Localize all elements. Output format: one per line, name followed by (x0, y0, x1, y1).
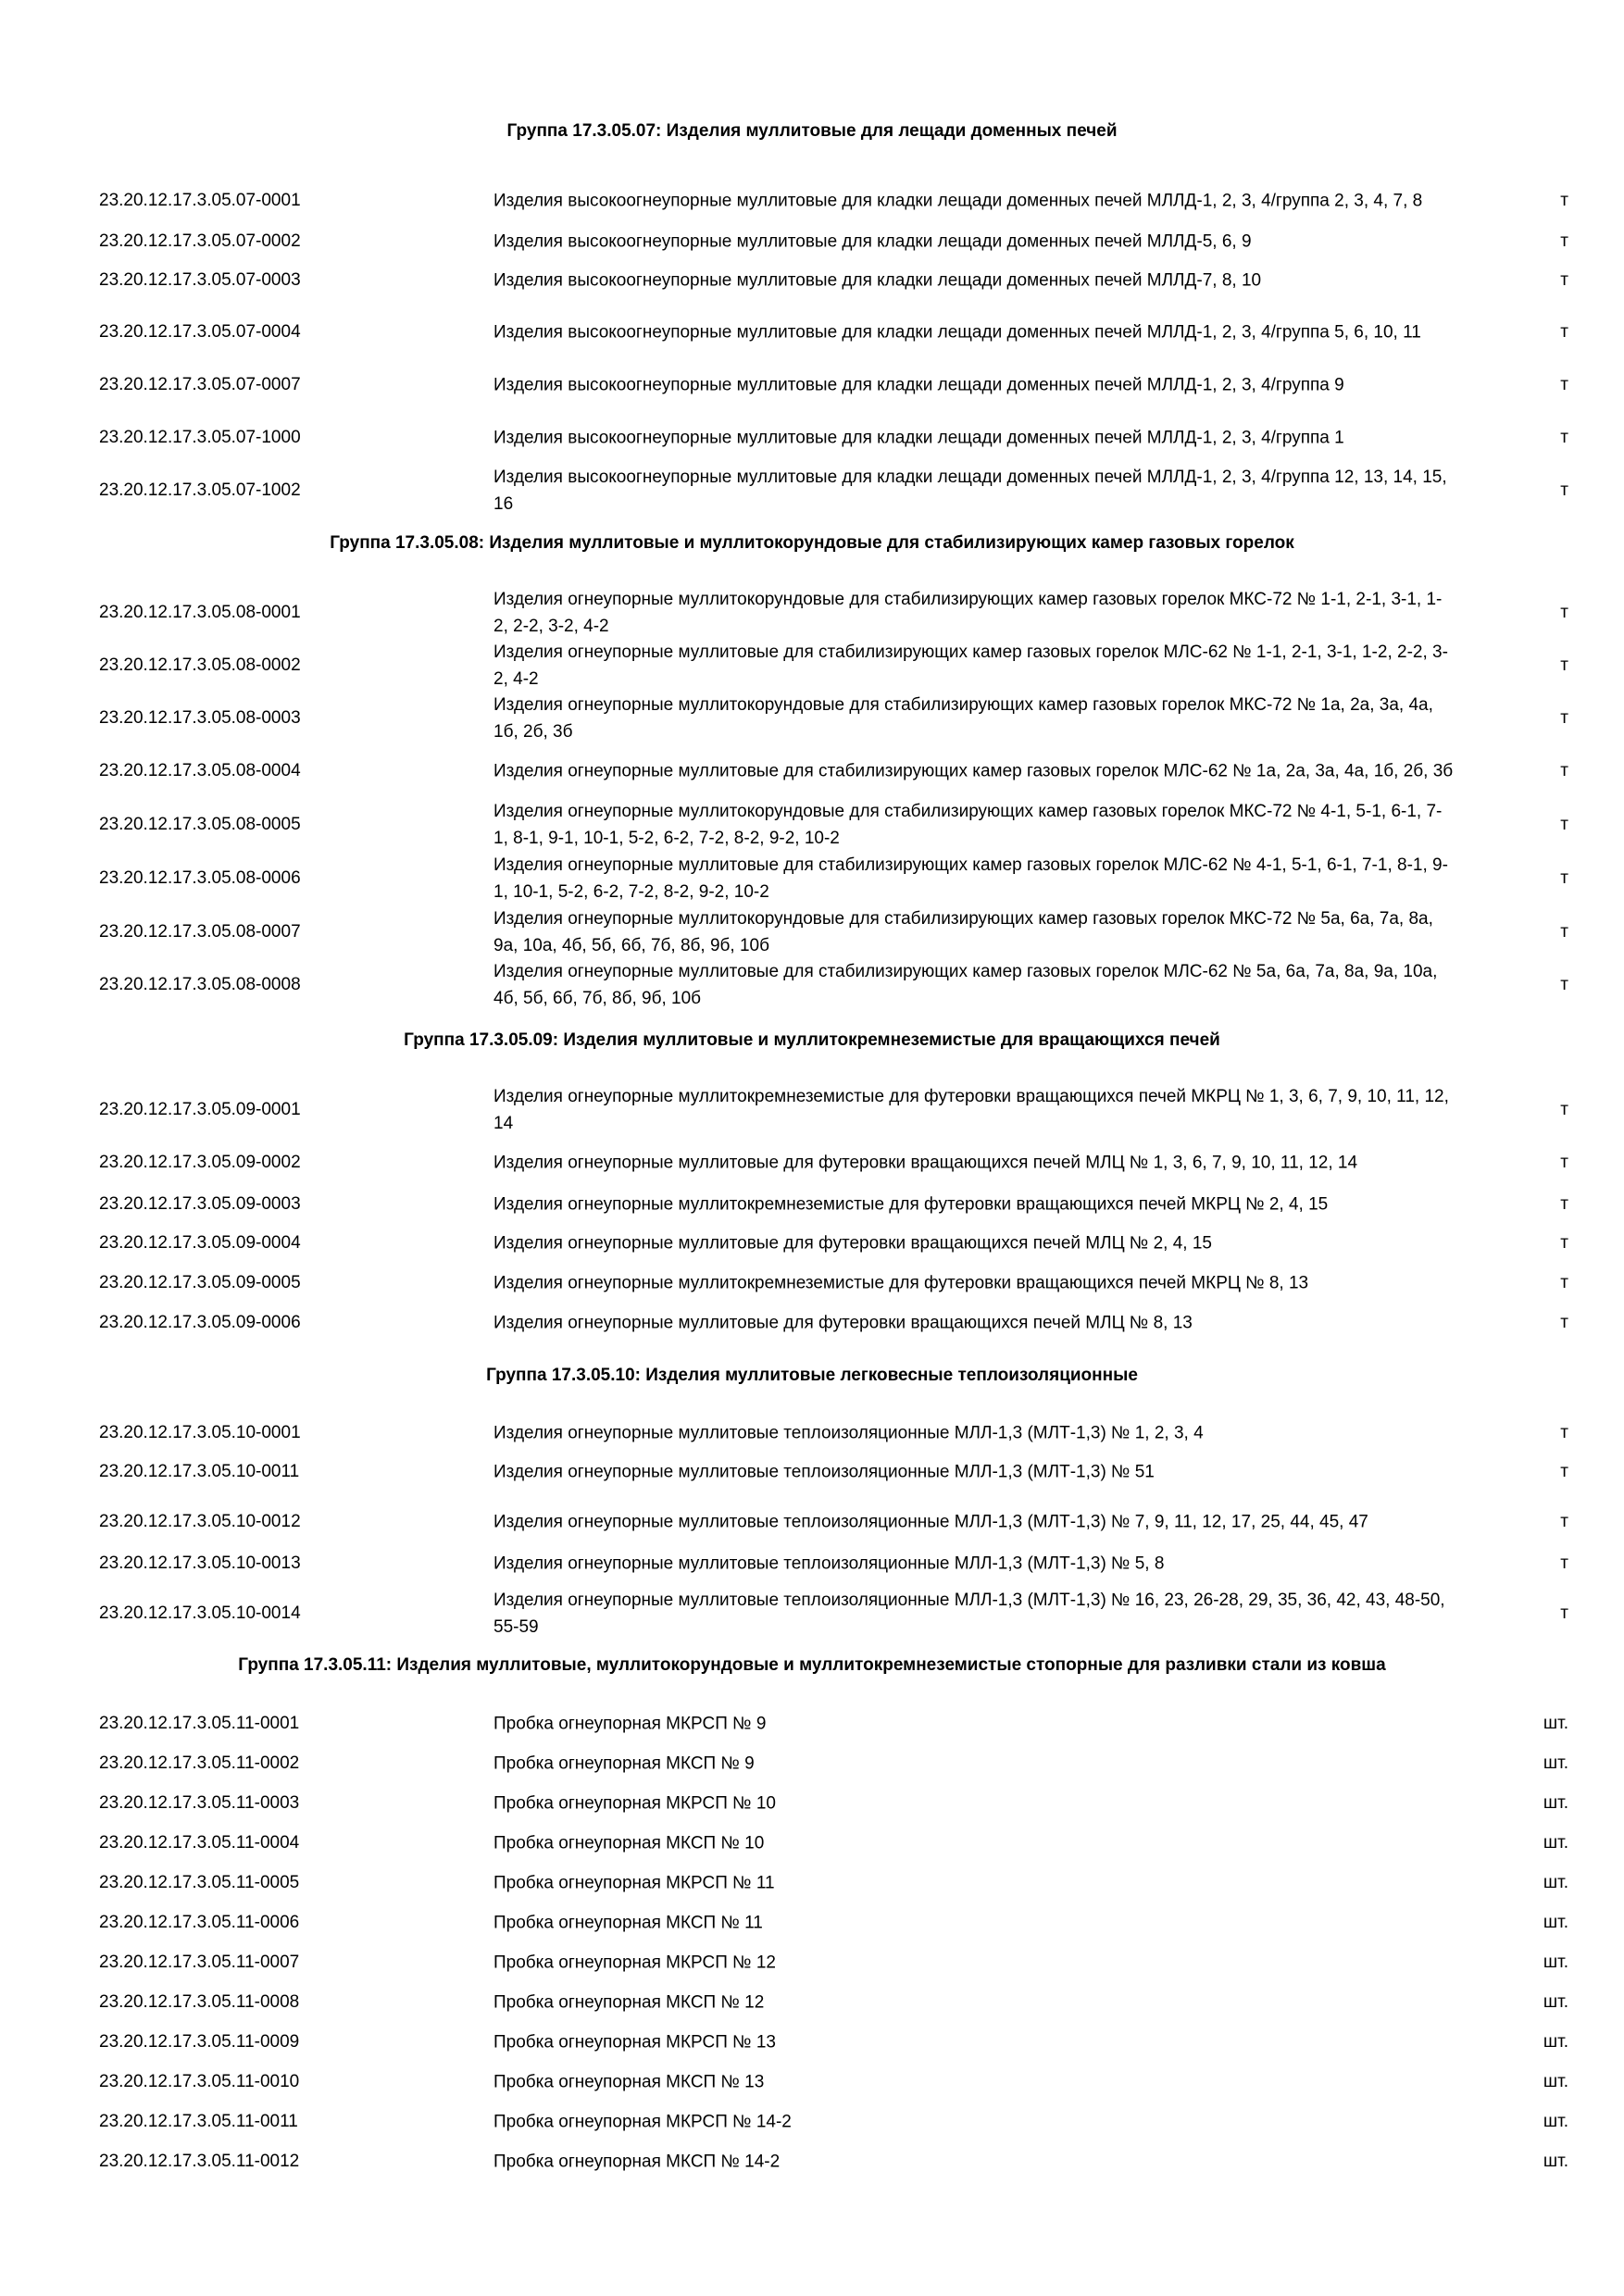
item-description: Изделия огнеупорные муллитовые для футеровки вращающихся печей МЛЦ № 8, 13 (493, 1313, 1193, 1333)
table-row (0, 1750, 1624, 1778)
table-row (0, 1085, 1624, 1135)
item-unit: т (1560, 1100, 1568, 1119)
table-row (0, 1269, 1624, 1297)
table-row (0, 1710, 1624, 1738)
item-description: Изделия огнеупорные муллитокремнеземистые для футеровки вращающихся печей МКРЦ № 1, 3, 6, 7, 9, 10, 11, 12, 14 (493, 1087, 1449, 1133)
table-row (0, 1229, 1624, 1257)
item-code: 23.20.12.17.3.05.09-0004 (99, 1233, 301, 1253)
item-description: Изделия огнеупорные муллитокорундовые для стабилизирующих камер газовых горелок МКС-72 № 5а, 6а, 7а, 8а, 9а, 10а, 4б, 5б, 6б, 7б, 8б, 9б, 10б (493, 909, 1433, 955)
item-description: Изделия огнеупорные муллитокорундовые для стабилизирующих камер газовых горелок МКС-72 № 4-1, 5-1, 6-1, 7-1, 8-1, 9-1, 10-1, 5-2, 6-2, 7-2, 8-2, 9-2, 10-2 (493, 802, 1443, 848)
table-row (0, 588, 1624, 638)
item-description: Изделия огнеупорные муллитовые для футеровки вращающихся печей МЛЦ № 2, 4, 15 (493, 1233, 1212, 1254)
table-row (0, 1989, 1624, 2016)
group-title: Группа 17.3.05.10: Изделия муллитовые легковесные теплоизоляционные (486, 1366, 1138, 1385)
table-row (0, 176, 1624, 226)
item-unit: шт. (1543, 1913, 1568, 1932)
item-description: Изделия огнеупорные муллитовые для стабилизирующих камер газовых горелок МЛС-62 № 1а, 2а, 3а, 4а, 1б, 2б, 3б (493, 761, 1454, 781)
item-code: 23.20.12.17.3.05.11-0006 (99, 1913, 300, 1932)
item-unit: шт. (1543, 1992, 1568, 2012)
item-code: 23.20.12.17.3.05.07-0007 (99, 375, 301, 394)
item-description: Пробка огнеупорная МКРСП № 14-2 (493, 2112, 792, 2132)
table-row (0, 854, 1624, 904)
item-description: Изделия высокоогнеупорные муллитовые для кладки лещади доменных печей МЛЛД-1, 2, 3, 4/группа 12, 13, 14, 15, 16 (493, 468, 1447, 514)
item-unit: т (1560, 761, 1568, 780)
item-code: 23.20.12.17.3.05.07-0003 (99, 270, 301, 290)
item-code: 23.20.12.17.3.05.08-0008 (99, 975, 301, 994)
item-unit: т (1560, 655, 1568, 675)
item-code: 23.20.12.17.3.05.08-0004 (99, 761, 301, 780)
item-unit: т (1560, 975, 1568, 994)
item-code: 23.20.12.17.3.05.11-0003 (99, 1793, 300, 1813)
item-description: Изделия огнеупорные муллитовые теплоизоляционные МЛЛ-1,3 (МЛТ-1,3) № 5, 8 (493, 1554, 1165, 1574)
table-row (0, 1909, 1624, 1937)
item-description: Изделия огнеупорные муллитовые теплоизоляционные МЛЛ-1,3 (МЛТ-1,3) № 1, 2, 3, 4 (493, 1423, 1204, 1443)
item-code: 23.20.12.17.3.05.10-0001 (99, 1423, 301, 1442)
item-unit: т (1560, 708, 1568, 728)
item-description: Пробка огнеупорная МКСП № 11 (493, 1913, 763, 1933)
item-description: Пробка огнеупорная МКРСП № 9 (493, 1714, 767, 1734)
item-unit: т (1560, 1233, 1568, 1253)
item-code: 23.20.12.17.3.05.07-0001 (99, 191, 301, 210)
item-description: Изделия огнеупорные муллитовые для стабилизирующих камер газовых горелок МЛС-62 № 1-1, 2-1, 3-1, 1-2, 2-2, 3-2, 4-2 (493, 643, 1448, 689)
item-description: Пробка огнеупорная МКРСП № 13 (493, 2032, 776, 2053)
item-unit: т (1560, 1194, 1568, 1214)
item-description: Изделия высокоогнеупорные муллитовые для кладки лещади доменных печей МЛЛД-1, 2, 3, 4/группа 5, 6, 10, 11 (493, 322, 1421, 343)
item-unit: т (1560, 1313, 1568, 1332)
item-code: 23.20.12.17.3.05.10-0012 (99, 1512, 301, 1531)
item-unit: шт. (1543, 2072, 1568, 2091)
table-row (0, 2028, 1624, 2056)
item-unit: т (1560, 1462, 1568, 1481)
item-unit: т (1560, 1554, 1568, 1573)
item-code: 23.20.12.17.3.05.11-0012 (99, 2152, 300, 2171)
item-description: Пробка огнеупорная МКСП № 13 (493, 2072, 765, 2092)
item-code: 23.20.12.17.3.05.11-0005 (99, 1873, 300, 1892)
item-unit: т (1560, 270, 1568, 290)
item-description: Изделия огнеупорные муллитокремнеземистые для футеровки вращающихся печей МКРЦ № 2, 4, 15 (493, 1194, 1329, 1215)
item-code: 23.20.12.17.3.05.11-0011 (99, 2112, 298, 2131)
item-unit: т (1560, 428, 1568, 447)
table-row (0, 2068, 1624, 2096)
item-code: 23.20.12.17.3.05.08-0001 (99, 603, 301, 622)
item-unit: т (1560, 1512, 1568, 1531)
item-unit: т (1560, 322, 1568, 342)
item-description: Изделия огнеупорные муллитовые теплоизоляционные МЛЛ-1,3 (МЛТ-1,3) № 51 (493, 1462, 1155, 1482)
item-code: 23.20.12.17.3.05.10-0014 (99, 1603, 301, 1623)
item-unit: т (1560, 480, 1568, 500)
item-code: 23.20.12.17.3.05.09-0005 (99, 1273, 301, 1292)
item-code: 23.20.12.17.3.05.07-0004 (99, 322, 301, 342)
item-code: 23.20.12.17.3.05.07-1002 (99, 480, 301, 500)
table-row (0, 693, 1624, 743)
table-row (0, 1138, 1624, 1188)
item-unit: шт. (1543, 1714, 1568, 1733)
item-code: 23.20.12.17.3.05.11-0008 (99, 1992, 300, 2012)
item-description: Пробка огнеупорная МКРСП № 12 (493, 1953, 776, 1973)
item-unit: шт. (1543, 2032, 1568, 2052)
item-description: Изделия огнеупорные муллитовые для стабилизирующих камер газовых горелок МЛС-62 № 5а, 6а, 7а, 8а, 9а, 10а, 4б, 5б, 6б, 7б, 8б, 9б, 10б (493, 962, 1438, 1008)
table-row (0, 1829, 1624, 1857)
table-row (0, 360, 1624, 410)
item-code: 23.20.12.17.3.05.08-0003 (99, 708, 301, 728)
item-unit: т (1560, 815, 1568, 834)
item-unit: т (1560, 922, 1568, 942)
item-description: Изделия огнеупорные муллитовые для стабилизирующих камер газовых горелок МЛС-62 № 4-1, 5-1, 6-1, 7-1, 8-1, 9-1, 10-1, 5-2, 6-2, 7-2, 8-2, 9-2, 10-2 (493, 855, 1448, 902)
item-unit: т (1560, 1273, 1568, 1292)
item-code: 23.20.12.17.3.05.09-0001 (99, 1100, 301, 1119)
table-row (0, 267, 1624, 294)
item-code: 23.20.12.17.3.05.11-0001 (99, 1714, 300, 1733)
item-code: 23.20.12.17.3.05.07-0002 (99, 231, 301, 251)
table-row (0, 1309, 1624, 1337)
table-row (0, 641, 1624, 691)
table-row (0, 907, 1624, 957)
table-row (0, 1790, 1624, 1817)
table-row (0, 2108, 1624, 2136)
item-code: 23.20.12.17.3.05.09-0006 (99, 1313, 301, 1332)
item-unit: т (1560, 1603, 1568, 1623)
table-row (0, 800, 1624, 850)
group-title: Группа 17.3.05.09: Изделия муллитовые и муллитокремнеземистые для вращающихся печей (404, 1030, 1220, 1050)
item-unit: т (1560, 375, 1568, 394)
item-description: Изделия огнеупорные муллитокремнеземистые для футеровки вращающихся печей МКРЦ № 8, 13 (493, 1273, 1309, 1293)
item-description: Изделия высокоогнеупорные муллитовые для кладки лещади доменных печей МЛЛД-5, 6, 9 (493, 231, 1252, 252)
item-unit: т (1560, 603, 1568, 622)
item-code: 23.20.12.17.3.05.11-0002 (99, 1753, 300, 1773)
item-code: 23.20.12.17.3.05.08-0005 (99, 815, 301, 834)
item-unit: т (1560, 1423, 1568, 1442)
item-description: Изделия высокоогнеупорные муллитовые для кладки лещади доменных печей МЛЛД-1, 2, 3, 4/группа 2, 3, 4, 7, 8 (493, 191, 1423, 211)
table-row (0, 1458, 1624, 1486)
table-row (0, 466, 1624, 516)
item-unit: шт. (1543, 1953, 1568, 1972)
item-code: 23.20.12.17.3.05.10-0013 (99, 1554, 301, 1573)
group-title: Группа 17.3.05.11: Изделия муллитовые, муллитокорундовые и муллитокремнеземистые стопорные для разливки стали из ковша (238, 1655, 1386, 1675)
item-unit: шт. (1543, 1753, 1568, 1773)
item-code: 23.20.12.17.3.05.09-0003 (99, 1194, 301, 1214)
item-description: Изделия высокоогнеупорные муллитовые для кладки лещади доменных печей МЛЛД-1, 2, 3, 4/группа 9 (493, 375, 1344, 395)
item-code: 23.20.12.17.3.05.11-0004 (99, 1833, 300, 1853)
item-code: 23.20.12.17.3.05.11-0009 (99, 2032, 300, 2052)
item-description: Изделия огнеупорные муллитовые теплоизоляционные МЛЛ-1,3 (МЛТ-1,3) № 16, 23, 26-28, 29, 35, 36, 42, 43, 48-50, 55-59 (493, 1591, 1445, 1637)
item-code: 23.20.12.17.3.05.08-0002 (99, 655, 301, 675)
item-code: 23.20.12.17.3.05.11-0007 (99, 1953, 300, 1972)
item-code: 23.20.12.17.3.05.10-0011 (99, 1462, 300, 1481)
table-row (0, 1419, 1624, 1447)
item-description: Пробка огнеупорная МКРСП № 10 (493, 1793, 776, 1814)
item-description: Изделия огнеупорные муллитокорундовые для стабилизирующих камер газовых горелок МКС-72 № 1а, 2а, 3а, 4а, 1б, 2б, 3б (493, 695, 1433, 742)
table-row (0, 1589, 1624, 1639)
item-description: Пробка огнеупорная МКРСП № 11 (493, 1873, 775, 1893)
table-row (0, 1191, 1624, 1218)
table-row (0, 228, 1624, 256)
item-unit: шт. (1543, 1793, 1568, 1813)
item-description: Пробка огнеупорная МКСП № 12 (493, 1992, 765, 2013)
item-description: Изделия огнеупорные муллитовые для футеровки вращающихся печей МЛЦ № 1, 3, 6, 7, 9, 10, 11, 12, 14 (493, 1153, 1358, 1173)
item-description: Изделия высокоогнеупорные муллитовые для кладки лещади доменных печей МЛЛД-7, 8, 10 (493, 270, 1262, 291)
item-code: 23.20.12.17.3.05.08-0007 (99, 922, 301, 942)
table-row (0, 1869, 1624, 1897)
table-row (0, 746, 1624, 796)
table-row (0, 413, 1624, 463)
group-title: Группа 17.3.05.08: Изделия муллитовые и муллитокорундовые для стабилизирующих камер газовых горелок (330, 533, 1294, 553)
item-description: Изделия высокоогнеупорные муллитовые для кладки лещади доменных печей МЛЛД-1, 2, 3, 4/группа 1 (493, 428, 1344, 448)
table-row (0, 2148, 1624, 2176)
item-description: Пробка огнеупорная МКСП № 9 (493, 1753, 755, 1774)
item-unit: т (1560, 868, 1568, 888)
item-code: 23.20.12.17.3.05.08-0006 (99, 868, 301, 888)
item-unit: шт. (1543, 1833, 1568, 1853)
item-description: Изделия огнеупорные муллитовые теплоизоляционные МЛЛ-1,3 (МЛТ-1,3) № 7, 9, 11, 12, 17, 25, 44, 45, 47 (493, 1512, 1368, 1532)
item-description: Пробка огнеупорная МКСП № 10 (493, 1833, 765, 1853)
item-code: 23.20.12.17.3.05.09-0002 (99, 1153, 301, 1172)
item-description: Изделия огнеупорные муллитокорундовые для стабилизирующих камер газовых горелок МКС-72 № 1-1, 2-1, 3-1, 1-2, 2-2, 3-2, 4-2 (493, 590, 1443, 636)
item-description: Пробка огнеупорная МКСП № 14-2 (493, 2152, 781, 2172)
item-unit: шт. (1543, 1873, 1568, 1892)
item-unit: шт. (1543, 2152, 1568, 2171)
table-row (0, 960, 1624, 1010)
item-unit: т (1560, 231, 1568, 251)
item-unit: т (1560, 191, 1568, 210)
group-title: Группа 17.3.05.07: Изделия муллитовые для лещади доменных печей (506, 121, 1118, 141)
table-row (0, 307, 1624, 357)
table-row (0, 1497, 1624, 1547)
item-code: 23.20.12.17.3.05.11-0010 (99, 2072, 300, 2091)
item-code: 23.20.12.17.3.05.07-1000 (99, 428, 301, 447)
item-unit: шт. (1543, 2112, 1568, 2131)
table-row (0, 1550, 1624, 1578)
item-unit: т (1560, 1153, 1568, 1172)
table-row (0, 1949, 1624, 1977)
